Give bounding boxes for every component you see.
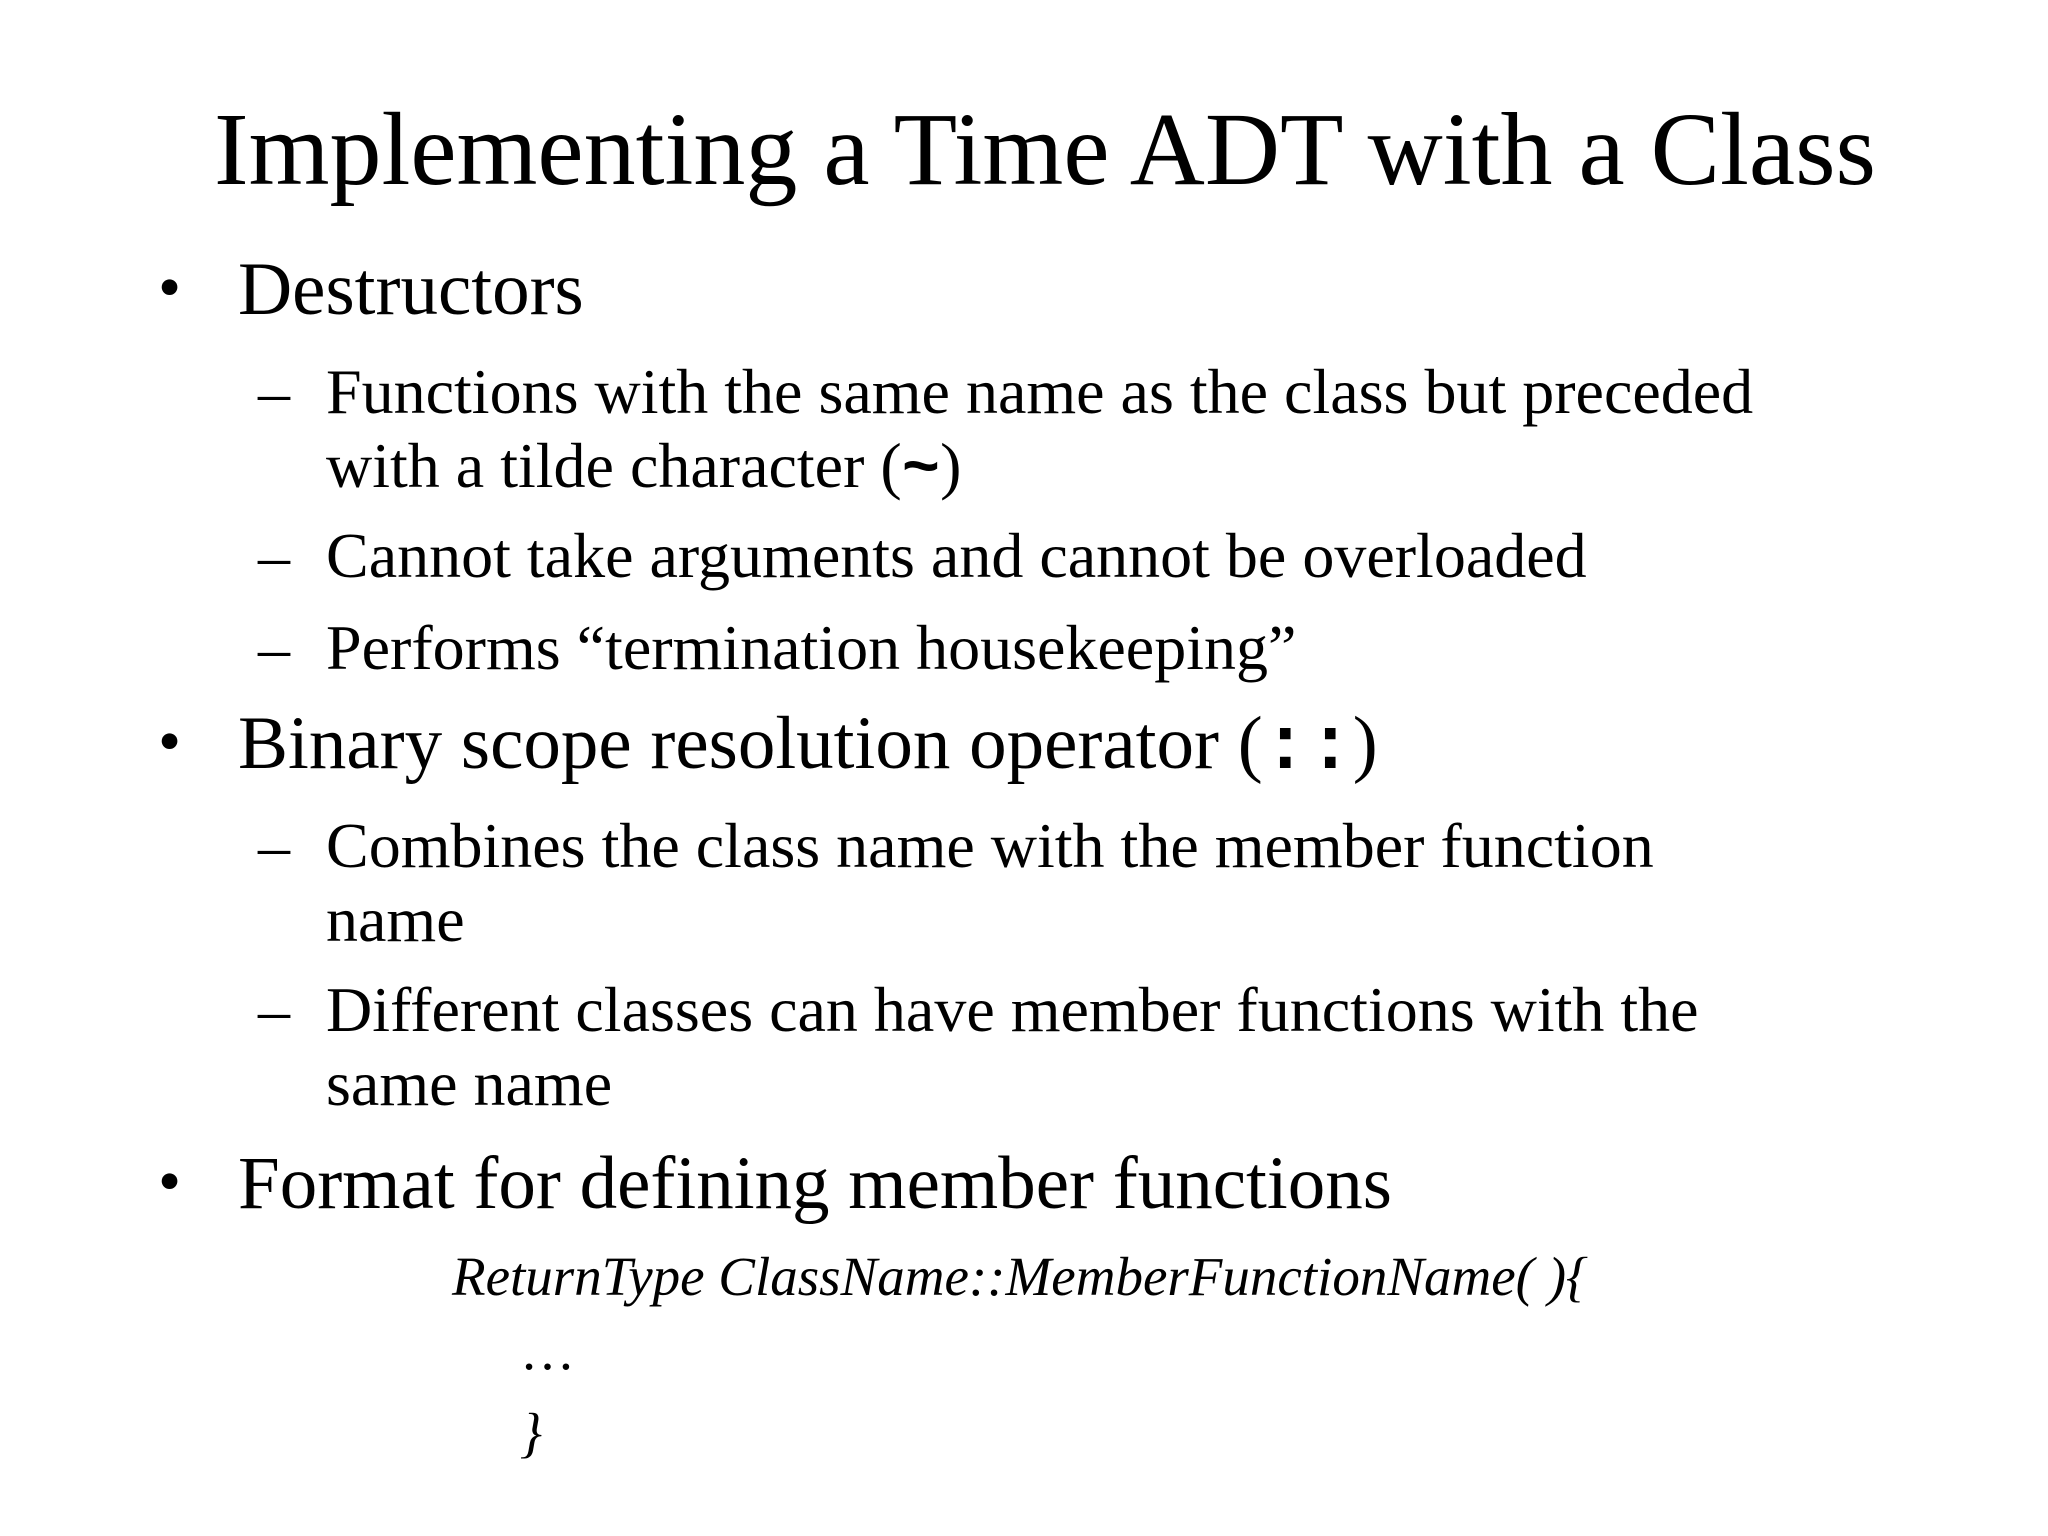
dash-icon: –: [258, 520, 290, 591]
code-format-line2: …: [524, 1320, 573, 1381]
tilde-code: ~: [901, 435, 941, 507]
slide-title: Implementing a Time ADT with a Class: [213, 92, 1877, 207]
subitem-text-line2: same name: [326, 1048, 613, 1119]
dash-icon: –: [258, 612, 290, 683]
subitem-text-line1: Different classes can have member functions with the: [326, 974, 1699, 1045]
subitem-text-line2: name: [326, 884, 465, 955]
subitem-text-line2: with a tilde character (~): [326, 430, 962, 507]
subitem-text: Cannot take arguments and cannot be overloaded: [326, 520, 1587, 591]
dash-icon: –: [258, 356, 290, 427]
subitem-text-line1: Combines the class name with the member function: [326, 810, 1654, 881]
code-format-line1: ReturnType ClassName::MemberFunctionName( ){: [452, 1246, 1589, 1307]
bullet-text: Destructors: [238, 248, 584, 331]
bullet-icon: •: [158, 705, 182, 778]
code-format-line3: }: [520, 1402, 542, 1463]
bullet-icon: •: [158, 1145, 182, 1218]
dash-icon: –: [258, 974, 290, 1045]
dash-icon: –: [258, 810, 290, 881]
bullet-text: Binary scope resolution operator (::): [238, 702, 1378, 791]
subitem-text: Performs “termination housekeeping”: [326, 612, 1297, 683]
bullet-text: Format for defining member functions: [238, 1142, 1392, 1225]
bullet-icon: •: [158, 251, 182, 324]
subitem-text-line1: Functions with the same name as the class but preceded: [326, 356, 1754, 427]
scope-operator-code: ::: [1262, 706, 1353, 791]
